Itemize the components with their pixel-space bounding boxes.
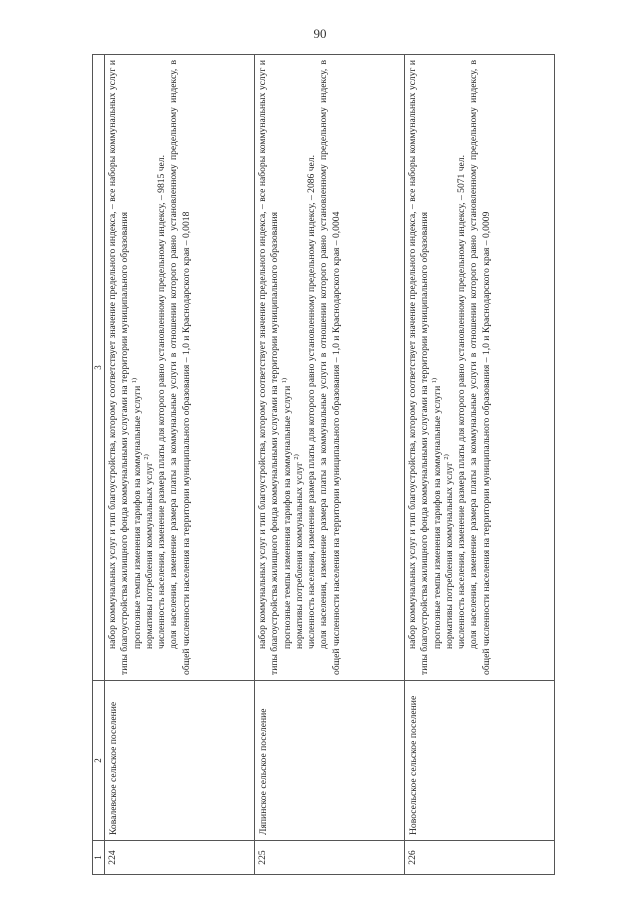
- header-col-2: 2: [93, 681, 105, 841]
- footnote-marker: 2): [292, 454, 300, 460]
- detail-text: численность населения, изменение размера платы для которого равно установленному предельному индексу, – 5071 чел.: [456, 155, 468, 649]
- settlement-name: Ковалевское сельское поселение: [105, 681, 255, 841]
- footnote-marker: 1): [130, 377, 138, 384]
- detail-line: [468, 60, 493, 675]
- detail-line: [432, 60, 444, 675]
- detail-text: нормативы потребления коммунальных услуг: [293, 462, 305, 649]
- header-row: [93, 55, 105, 875]
- row-number: 226: [405, 841, 555, 875]
- detail-line: [144, 60, 156, 675]
- detail-line: [306, 60, 318, 675]
- detail-text: прогнозные темпы изменения тарифов на коммунальные услуги: [431, 385, 443, 649]
- header-col-3: 3: [93, 55, 105, 681]
- table-row: [255, 55, 405, 875]
- detail-text: нормативы потребления коммунальных услуг: [443, 462, 455, 649]
- detail-text: численность населения, изменение размера платы для которого равно установленному предельному индексу, – 2086 чел.: [306, 155, 318, 649]
- row-number: 225: [255, 841, 405, 875]
- detail-text: прогнозные темпы изменения тарифов на коммунальные услуги: [281, 385, 293, 649]
- table-row: [405, 55, 555, 875]
- detail-text: доля населения, изменение размера платы за коммунальные услуги в отношении которого равно установленному предельному индексу, в общей численности населения на территории муниципального образования – 1,0 и Краснодарского края – 0,0009: [468, 60, 492, 675]
- detail-text: набор коммунальных услуг и тип благоустройства, которому соответствует значение предельного индекса, – все наборы коммунальных услуг и типы благоустройства жилищного фонда коммунальными услугами на территории муниципального образования: [107, 60, 131, 675]
- detail-text: доля населения, изменение размера платы за коммунальные услуги в отношении которого равно установленному предельному индексу, в общей численности населения на территории муниципального образования – 1,0 и Краснодарского края – 0,0004: [318, 60, 342, 675]
- settlement-details: [255, 55, 405, 681]
- settlement-details: [105, 55, 255, 681]
- header-col-1: 1: [93, 841, 105, 875]
- detail-line: [282, 60, 294, 675]
- detail-line: [257, 60, 282, 675]
- footnote-marker: 2): [442, 454, 450, 460]
- footnote-marker: 1): [430, 377, 438, 384]
- detail-text: набор коммунальных услуг и тип благоустройства, которому соответствует значение предельного индекса, – все наборы коммунальных услуг и типы благоустройства жилищного фонда коммунальными услугами на территории муниципального образования: [257, 60, 281, 675]
- rotated-table-container: [92, 55, 547, 875]
- footnote-marker: 1): [280, 377, 288, 384]
- page-number: 90: [313, 26, 327, 41]
- settlement-name: Новосельское сельское поселение: [405, 681, 555, 841]
- detail-text: численность населения, изменение размера платы для которого равно установленному предельному индексу, – 9815 чел.: [156, 155, 168, 649]
- detail-line: [132, 60, 144, 675]
- detail-line: [407, 60, 432, 675]
- detail-text: прогнозные темпы изменения тарифов на коммунальные услуги: [131, 385, 143, 649]
- detail-line: [318, 60, 343, 675]
- settlement-name: Ляпинское сельское поселение: [255, 681, 405, 841]
- footnote-marker: 2): [142, 454, 150, 460]
- detail-line: [294, 60, 306, 675]
- row-number: 224: [105, 841, 255, 875]
- detail-text: набор коммунальных услуг и тип благоустройства, которому соответствует значение предельного индекса, – все наборы коммунальных услуг и типы благоустройства жилищного фонда коммунальными услугами на территории муниципального образования: [407, 60, 431, 675]
- table-row: [105, 55, 255, 875]
- detail-line: [444, 60, 456, 675]
- detail-line: [168, 60, 193, 675]
- detail-line: [156, 60, 168, 675]
- detail-text: нормативы потребления коммунальных услуг: [143, 462, 155, 649]
- detail-line: [107, 60, 132, 675]
- data-table: [92, 54, 555, 875]
- detail-line: [456, 60, 468, 675]
- detail-text: доля населения, изменение размера платы за коммунальные услуги в отношении которого равно установленному предельному индексу, в общей численности населения на территории муниципального образования – 1,0 и Краснодарского края – 0,0018: [168, 60, 192, 675]
- settlement-details: [405, 55, 555, 681]
